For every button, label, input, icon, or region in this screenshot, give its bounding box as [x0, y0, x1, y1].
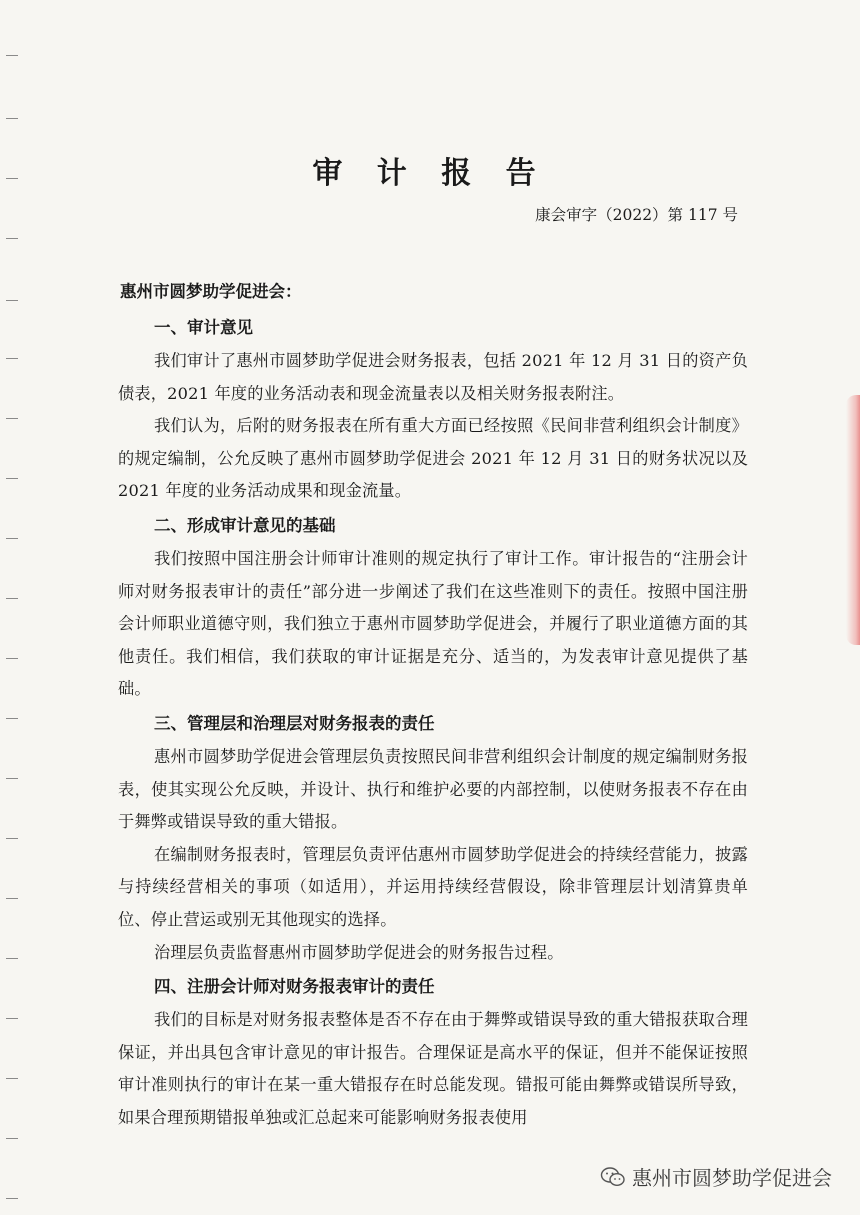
- wechat-watermark: [600, 1162, 832, 1191]
- section-heading: 三、管理层和治理层对财务报表的责任: [154, 713, 435, 733]
- paragraph: 我们审计了惠州市圆梦助学促进会财务报表，包括 2021 年 12 月 31 日的资产负债表，2021 年度的业务活动表和现金流量表以及相关财务报表附注。: [118, 351, 748, 403]
- section-management-responsibility: [118, 706, 748, 969]
- paragraph: 在编制财务报表时，管理层负责评估惠州市圆梦助学促进会的持续经营能力，披露与持续经营相关的事项（如适用），并运用持续经营假设，除非管理层计划清算贵单位、停止营运或别无其他现实的选择。: [118, 844, 748, 929]
- paragraph: 我们按照中国注册会计师审计准则的规定执行了审计工作。审计报告的“注册会计师对财务报表审计的责任”部分进一步阐述了我们在这些准则下的责任。按照中国注册会计师职业道德守则，我们独立于惠州市圆梦助学促进会，并履行了职业道德方面的其他责任。我们相信，我们获取的审计证据是充分、适当的，为发表审计意见提供了基础。: [118, 548, 748, 699]
- wechat-icon: [600, 1166, 626, 1188]
- paragraph: 我们认为，后附的财务报表在所有重大方面已经按照《民间非营利组织会计制度》的规定编制，公允反映了惠州市圆梦助学促进会 2021 年 12 月 31 日的财务状况以及 2021 年度的业务活动成果和现金流量。: [118, 416, 748, 501]
- section-audit-opinion: [118, 310, 748, 508]
- document-number: 康会审字（2022）第 117 号: [535, 206, 738, 224]
- section-auditor-responsibility: [118, 969, 748, 1134]
- report-title: 审 计 报 告: [312, 156, 548, 191]
- paragraph: 惠州市圆梦助学促进会管理层负责按照民间非营利组织会计制度的规定编制财务报表，使其实现公允反映，并设计、执行和维护必要的内部控制，以使财务报表不存在由于舞弊或错误导致的重大错报。: [118, 746, 748, 832]
- watermark-text: 惠州市圆梦助学促进会: [632, 1166, 832, 1190]
- section-heading: 四、注册会计师对财务报表审计的责任: [154, 977, 435, 997]
- seal-stamp-edge: [846, 395, 860, 645]
- section-heading: 一、审计意见: [154, 318, 253, 337]
- paragraph: 我们的目标是对财务报表整体是否不存在由于舞弊或错误导致的重大错报获取合理保证，并出具包含审计意见的审计报告。合理保证是高水平的保证，但并不能保证按照审计准则执行的审计在某一重大错报存在时总能发现。错报可能由舞弊或错误所导致，如果合理预期错报单独或汇总起来可能影响财务报表使用: [118, 1010, 748, 1127]
- paragraph: 治理层负责监督惠州市圆梦助学促进会的财务报告过程。: [154, 942, 564, 962]
- report-body: [118, 310, 748, 1134]
- addressee: 惠州市圆梦助学促进会：: [120, 282, 302, 301]
- section-heading: 二、形成审计意见的基础: [154, 515, 336, 535]
- section-basis-for-opinion: [118, 508, 748, 706]
